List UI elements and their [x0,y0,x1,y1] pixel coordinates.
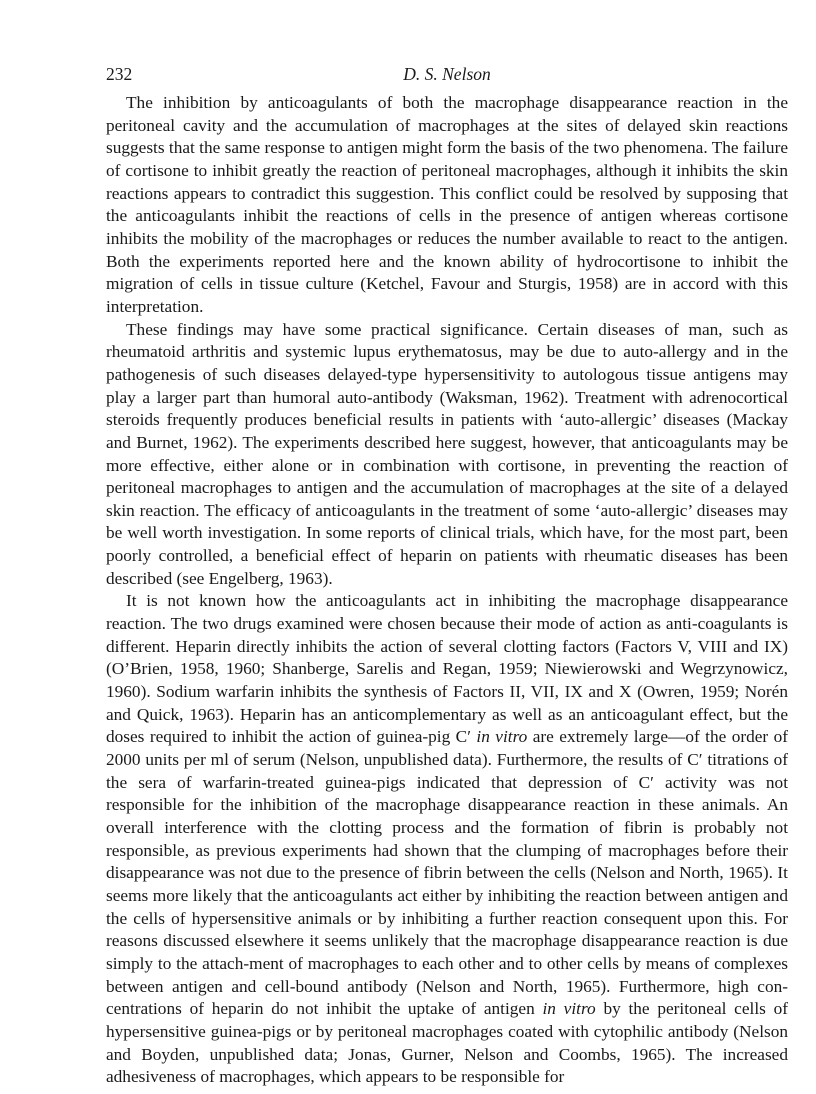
running-head-author: D. S. Nelson [403,64,491,84]
italic-term: in vitro [476,727,528,747]
page-number: 232 [106,64,133,84]
body-paragraph [106,590,788,1088]
italic-term: in vitro [542,999,596,1019]
text-run: These findings may have some practical significance. Certain diseases of man, such as rheumatoid arthritis and systemic lupus erythematosus, may be due to auto-allergy and in the pathogenesis of such diseases delayed-type hypersensitivity to autologous tissue antigens may play a larger part than humoral auto-antibody (Waksman, 1962). Treatment with adrenocortical steroids frequently produces beneficial results in patients with ‘auto-allergic’ diseases (Mackay and Burnet, 1962). The experiments described here suggest, however, that anticoagulants may be more effective, either alone or in combination with cortisone, in preventing the reaction of peritoneal macrophages to antigen and the accumulation of macrophages at the site of a delayed skin reaction. The efficacy of anticoagulants in the treatment of some ‘auto-allergic’ diseases may be well worth investigation. In some reports of clinical trials, which have, for the most part, been poorly controlled, a beneficial effect of heparin on patients with rheumatic diseases has been described (see Engelberg, 1963). [106,319,788,588]
text-run: by the peritoneal cells of hypersensitive guinea-pigs or by peritoneal macrophages coated with cytophilic antibody (Nelson and Boyden, unpublished data; Jonas, Gurner, Nelson and Coombs, 1965). The increased adhesiveness of macrophages, which appears to be responsible for [106,999,788,1087]
text-run: The inhibition by anticoagulants of both the macrophage disappearance reaction in the peritoneal cavity and the accumulation of macrophages at the sites of delayed skin reactions suggests that the same response to antigen might form the basis of the two phenomena. The failure of cortisone to inhibit greatly the reaction of peritoneal macrophages, although it inhibits the skin reactions appears to contradict this suggestion. This conflict could be resolved by supposing that the anticoagulants inhibit the reactions of cells in the presence of antigen whereas cortisone inhibits the mobility of the macrophages or reduces the number available to react to the antigen. Both the experiments reported here and the known ability of hydrocortisone to inhibit the migration of cells in tissue culture (Ketchel, Favour and Sturgis, 1958) are in accord with this interpretation. [106,93,788,316]
body-paragraph [106,92,788,319]
body-paragraph [106,319,788,591]
text-run: are extremely large—of the order of 2000 units per ml of serum (Nelson, unpublished data). Furthermore, the results of C′ titrations of the sera of warfarin-treated guinea-pigs indicated that depression of C′ activity was not responsible for the inhibition of the macrophage disappearance reaction in these animals. An overall interference with the clotting process and the formation of fibrin is probably not responsible, as previous experiments had shown that the clumping of macrophages before their disappearance was not due to the presence of fibrin between the cells (Nelson and North, 1965). It seems more likely that the anticoagulants act either by inhibiting the reaction between antigen and the cells of hypersensitive animals or by inhibiting a further reaction consequent upon this. For reasons discussed elsewhere it seems unlikely that the macrophage disappearance reaction is due simply to the attach-ment of macrophages to each other and to other cells by means of complexes between antigen and cell-bound antibody (Nelson and North, 1965). Furthermore, high con-centrations of heparin do not inhibit the uptake of antigen [106,727,788,1019]
page-header [106,64,788,90]
text-run: It is not known how the anticoagulants act in inhibiting the macrophage disappearance reaction. The two drugs examined were chosen because their mode of action as anti-coagulants is different. Heparin directly inhibits the action of several clotting factors (Factors V, VIII and IX) (O’Brien, 1958, 1960; Shanberge, Sarelis and Regan, 1959; Niewierowski and Wegrzynowicz, 1960). Sodium warfarin inhibits the synthesis of Factors II, VII, IX and X (Owren, 1959; Norén and Quick, 1963). Heparin has an anticomplementary as well as an anticoagulant effect, but the doses required to inhibit the action of guinea-pig C′ [106,591,788,747]
body-text [106,92,788,1089]
